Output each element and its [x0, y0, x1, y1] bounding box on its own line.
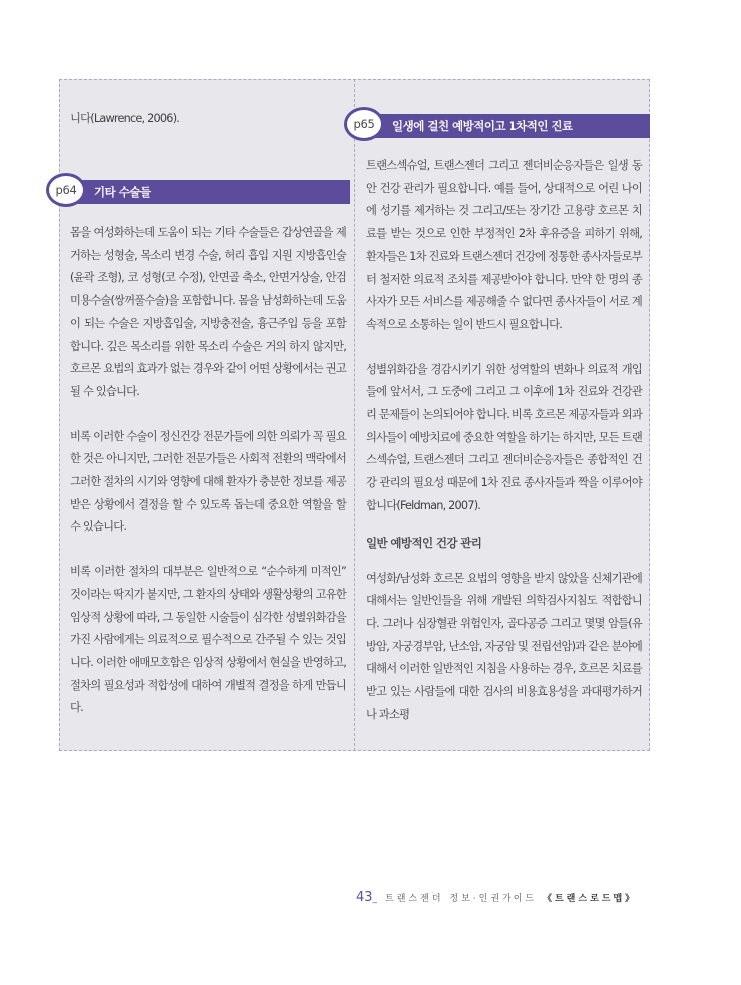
section-title: 일생에 걸친 예방적이고 1차적인 진료	[392, 119, 573, 133]
guide-title: 트랜스젠더 정보·인권가이드	[385, 894, 538, 904]
paragraph: 몸을 여성화하는데 도움이 되는 기타 수술들은 갑상연골을 제거하는 성형술, 목소리 변경 수술, 허리 흡입 지원 지방흡인술(윤곽 조형), 코 성형(코 수정), 안면골 축소, 안면거상술, 안검미용수술(쌍꺼풀수술)을 포함합니다. 몸을 남성화하는데 도움이 되는 수술은 지방흡입술, 지방충전술, 흉근주입 등을 포함합니다. 깊은 목소리를 위한 목소리 수술은 거의 하지 않지만, 호르몬 요법의 효과가 없는 경우와 같이 어떤 상황에서는 권고될 수 있습니다.	[70, 226, 346, 398]
page-number: 43	[356, 890, 373, 905]
paragraph: 비록 이러한 절차의 대부분은 일반적으로 “순수하게 미적인” 것이라는 딱지가 붙지만, 그 환자의 상태와 생활상황의 고유한 임상적 상황에 따라, 그 동일한 시술들이 심각한 성별위화감을 가진 사람에게는 의료적으로 필수적으로 간주될 수 있는 것입니다. 이러한 애매모호함은 임상적 상황에서 현실을 반영하고, 절차의 필요성과 적합성에 대하여 개별적 결정을 하게 만듭니다.	[70, 565, 346, 715]
left-body	[70, 222, 346, 720]
page-badge-p64: p64	[46, 173, 86, 207]
section-header-p65	[354, 114, 650, 138]
footer-separator: _	[372, 894, 378, 904]
book-title: 《트랜스로드맵》	[542, 894, 638, 904]
paragraph: 성별위화감을 경감시키기 위한 성역할의 변화나 의료적 개입들에 앞서서, 그 도중에 그리고 그 이후에 1차 진료와 건강관리 문제들이 논의되어야 합니다. 비록 호르몬 제공자들과 외과의사들이 예방치료에 중요한 역할을 하기는 하지만, 모든 트랜스섹슈얼, 트랜스젠더 그리고 젠더비순응자들은 종합적인 건강 관리의 필요성 때문에 1차 진료 종사자들과 짝을 이루어야 합니다(Feldman, 2007).	[366, 362, 642, 512]
left-column	[70, 108, 346, 131]
paragraph: 비록 이러한 수술이 정신건강 전문가들에 의한 의뢰가 꼭 필요한 것은 아니지만, 그러한 전문가들은 사회적 전환의 맥락에서 그러한 절차의 시기와 영향에 대해 환자가 충분한 정보를 제공받은 상황에서 결정을 할 수 있도록 돕는데 중요한 역할을 할 수 있습니다.	[70, 429, 346, 534]
section-header-p64	[56, 180, 350, 204]
paragraph: 여성화/남성화 호르몬 요법의 영향을 받지 않았을 신체기관에 대해서는 일반인들을 위해 개발된 의학검사지침도 적합합니다. 그러나 심장혈관 위험인자, 골다공증 그리고 몇몇 암들(유방암, 자궁경부암, 난소암, 자궁암 및 전립선암)과 같은 분야에 대해서 이러한 일반적인 지침을 사용하는 경우, 호르몬 치료를 받고 있는 사람들에 대한 검사의 비용효용성을 과대평가하거나 과소평	[366, 571, 642, 721]
paragraph: 트랜스섹슈얼, 트랜스젠더 그리고 젠더비순응자들은 일생 동안 건강 관리가 필요합니다. 예를 들어, 상대적으로 어린 나이에 성기를 제거하는 것 그리고/또는 장기간 고용량 호르몬 치료를 받는 것으로 인한 부정적인 2차 후유증을 피하기 위해, 환자들은 1차 진료와 트랜스젠더 건강에 정통한 종사자들로부터 철저한 의료적 조치를 제공받아야 합니다. 만약 한 명의 종사자가 모든 서비스를 제공해줄 수 없다면 종사자들이 서로 계속적으로 소통하는 일이 반드시 필요합니다.	[366, 159, 642, 331]
right-body	[366, 155, 642, 726]
subheading: 일반 예방적인 건강 관리	[366, 535, 482, 550]
column-divider	[354, 79, 355, 751]
page-badge-p65: p65	[344, 107, 384, 141]
section-title: 기타 수술들	[94, 185, 151, 199]
page-footer	[356, 890, 637, 905]
continuation-text: 니다(Lawrence, 2006).	[70, 112, 180, 125]
